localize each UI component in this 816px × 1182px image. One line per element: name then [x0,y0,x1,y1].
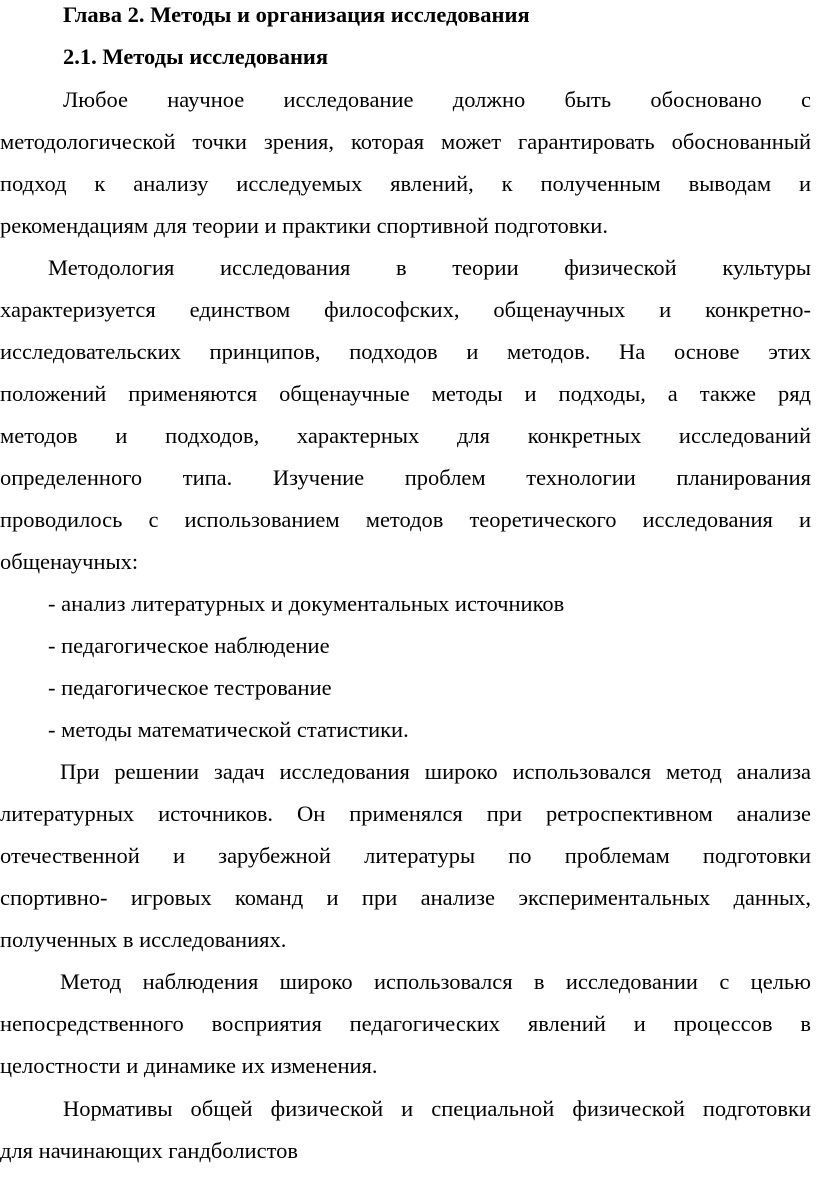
paragraph-line: положений применяются общенаучные методы и подходы, а также ряд [0,381,811,406]
list-item: - педагогическое тестрование [48,675,332,700]
paragraph-line: спортивно- игровых команд и при анализе экспериментальных данных, [0,885,811,910]
chapter-title: Глава 2. Методы и организация исследования [63,2,530,27]
paragraph-line: характеризуется единством философских, общенаучных и конкретно- [0,297,811,322]
paragraph-line: Любое научное исследование должно быть обосновано с [63,87,811,112]
paragraph-line: для начинающих гандболистов [0,1138,298,1163]
paragraph-line: полученных в исследованиях. [0,927,287,952]
paragraph-line: литературных источников. Он применялся при ретроспективном анализе [0,801,811,826]
paragraph-line: подход к анализу исследуемых явлений, к полученным выводам и [0,171,811,196]
paragraph-line: методов и подходов, характерных для конкретных исследований [0,423,811,448]
list-item: - педагогическое наблюдение [48,633,330,658]
list-item: - методы математической статистики. [48,717,409,742]
paragraph-line: общенаучных: [0,549,139,574]
paragraph-line: проводилось с использованием методов теоретического исследования и [0,507,811,532]
paragraph-line: методологической точки зрения, которая может гарантировать обоснованный [0,129,811,154]
paragraph-line: Методология исследования в теории физической культуры [48,255,811,280]
list-item: - анализ литературных и документальных источников [48,591,565,616]
paragraph-line: определенного типа. Изучение проблем технологии планирования [0,465,811,490]
paragraph-line: исследовательских принципов, подходов и методов. На основе этих [0,339,811,364]
section-title: 2.1. Методы исследования [63,44,329,69]
paragraph-line: отечественной и зарубежной литературы по проблемам подготовки [0,843,811,868]
paragraph-line: непосредственного восприятия педагогических явлений и процессов в [0,1011,811,1036]
paragraph-line: Нормативы общей физической и специальной физической подготовки [63,1096,811,1121]
paragraph-line: Метод наблюдения широко использовался в исследовании с целью [60,969,811,994]
paragraph-line: При решении задач исследования широко использовался метод анализа [60,759,811,784]
paragraph-line: рекомендациям для теории и практики спортивной подготовки. [0,213,608,238]
paragraph-line: целостности и динамике их изменения. [0,1053,378,1078]
